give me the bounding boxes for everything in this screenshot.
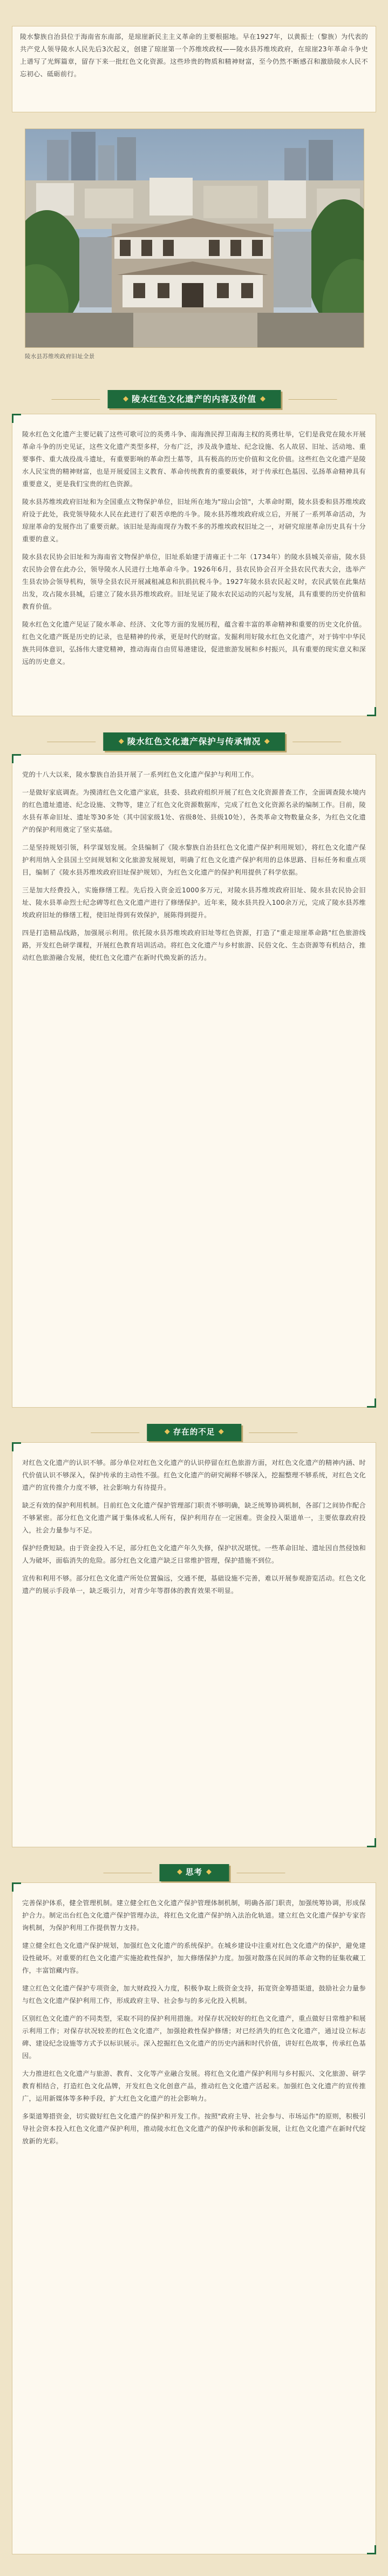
section-4-paragraph: 多渠道筹措资金，切实做好红色文化遗产的保护和开发工作。按照"政府主导、社会参与、市场运作"的原则，积极引导社会资本投入红色文化遗产保护利用，推动陵水红色文化遗产的保护传承和创新发展，让红色文化遗产在新时代绽放新的光彩。 [22,2113,366,2145]
corner-ornament [367,1398,376,1408]
section-4-title: 思考 [186,1868,202,1877]
section-1-paragraph: 陵水红色文化遗产见证了陵水革命、经济、文化等方面的发展历程，蕴含着丰富的革命精神和重要的历史文化价值。红色文化遗产既是历史的记录，也是精神的传承，更是时代的财富。发掘利用好陵水红色文化遗产，对于铸牢中华民族共同体意识，弘扬伟大建党精神，推动海南自由贸易港建设，促进旅游发展和乡村振兴，具有重要的现实意义和深远的历史意义。 [22,621,366,665]
corner-ornament [367,707,376,716]
section-1-body [12,414,376,716]
intro-block [12,26,376,112]
section-3-paragraph: 缺乏有效的保护利用机制。目前红色文化遗产保护管理部门职责不够明确，缺乏统筹协调机制，各部门之间协作配合不够紧密。部分红色文化遗产属于集体或私人所有，保护利用存在一定困难。资金投入渠道单一，主要依靠政府投入，社会力量参与不足。 [22,1502,366,1534]
section-4-paragraph: 建立红色文化遗产保护专项资金，加大财政投入力度，积极争取上级资金支持，拓宽资金筹措渠道，鼓励社会力量参与红色文化遗产保护利用工作，形成政府主导、社会参与的多元化投入机制。 [22,1985,366,2005]
section-4-paragraph: 建立健全红色文化遗产保护规划，加强红色文化遗产的系统保护。在城乡建设中注重对红色文化遗产的保护，避免建设性破坏。对重要的红色文化遗产实施抢救性保护，加大修缮保护力度。加强对散落在民间的革命文物的征集收藏工作，丰富馆藏内容。 [22,1942,366,1974]
section-2-heading [103,732,285,751]
diamond-icon [118,739,124,744]
photo-caption: 陵水县苏维埃政府旧址全景 [25,353,95,360]
corner-ornament [367,1838,376,1847]
diamond-icon [164,1429,169,1435]
section-4-paragraph: 完善保护体系，健全管理机制。建立健全红色文化遗产保护管理体制机制，明确各部门职责，加强统筹协调，形成保护合力。制定出台红色文化遗产保护管理办法，将红色文化遗产保护纳入法治化轨道。建立红色文化遗产保护专家咨询机制，为保护利用工作提供智力支持。 [22,1899,366,1932]
intro-paragraph: 陵水黎族自治县位于海南省东南部，是琼崖新民主主义革命的主要根据地。早在1927年，以黄振士（黎族）为代表的共产党人领导陵水人民先后3次起义，创建了琼崖第一个苏维埃政权——陵水县苏维埃政府，在琼崖23年革命斗争史上谱写了光辉篇章，留存下来一批红色文化资源。这些珍贵的物质和精神财富，至今仍然不断感召和激励陵水人民不忘初心、砥砺前行。 [20,33,368,78]
diamond-icon [123,396,128,402]
section-3-title: 存在的不足 [173,1428,215,1437]
section-2-title: 陵水红色文化遗产保护与传承情况 [127,737,261,746]
section-3-body [12,1442,376,1847]
section-3-paragraph: 保护经费短缺。由于资金投入不足，部分红色文化遗产年久失修，保护状况堪忧。一些革命旧址、遗址因自然侵蚀和人为破坏，面临消失的危险。部分红色文化遗产缺乏日常维护管理，保护措施不到位。 [22,1544,366,1564]
section-1-title: 陵水红色文化遗产的内容及价值 [131,394,257,404]
town-aerial-illustration [25,129,364,347]
corner-ornament [12,1882,21,1892]
diamond-icon [260,396,266,402]
section-2-body [12,754,376,1408]
corner-ornament [12,754,21,763]
diamond-icon [206,1869,212,1875]
section-4-paragraph: 区别红色文化遗产的不同类型，采取不同的保护利用措施。对保存状况较好的红色文化遗产，重点做好日常维护和展示利用工作；对保存状况较差的红色文化遗产，加强抢救性保护修缮；对已经消失的红色文化遗产，通过设立标志碑、建设纪念设施等方式予以标识展示。深入挖掘红色文化遗产的历史内涵和时代价值，讲好红色故事，传承红色基因。 [22,2015,366,2060]
diamond-icon [264,739,270,744]
heritage-site-photo [25,129,364,348]
section-1-paragraph: 陵水县农民协会旧址和为海南省文物保护单位，旧址系始建于清雍正十二年（1734年）的陵水县城关帝庙，陵水县农民协会曾在此办公，领导陵水人民进行土地革命斗争。1926年6月，县农民协会召开全县农民代表大会，选举产生县农协会领导机构，领导全县农民开展减租减息和抗捐抗税斗争。1927年陵水县农民起义时，农民武装在此集结出发，攻占陵水县城，后建立了陵水县苏维埃政府。旧址见证了陵水农民运动的兴起与发展，具有重要的历史价值和教育价值。 [22,553,366,610]
corner-ornament [12,414,21,423]
diamond-icon [177,1869,182,1875]
section-2-paragraph: 一是做好家底调查。为摸清红色文化遗产家底，县委、县政府组织开展了红色文化资源普查工作，全面调查陵水境内的红色遗址遗迹、纪念设施、文物等，建立了红色文化资源数据库，完成了红色文化资源名录的编制工作。目前，陵水县有革命旧址、遗址等30多处（其中国家级1处、省级8处、县级10处），各类革命文物数量众多，为红色文化遗产的保护利用奠定了坚实基础。 [22,789,366,833]
section-2-paragraph: 党的十八大以来，陵水黎族自治县开展了一系列红色文化遗产保护与利用工作。 [22,771,258,778]
section-2-paragraph: 三是加大经费投入，实施修缮工程。先后投入资金近1000多万元，对陵水县苏维埃政府旧址、陵水县农民协会旧址、陵水县革命烈士纪念碑等红色文化遗产进行了修缮保护。近年来，陵水县共投入100余万元，完成了陵水县苏维埃政府旧址的修缮工程，使旧址得到有效保护，展陈得到提升。 [22,886,366,919]
section-1-paragraph: 陵水县苏维埃政府旧址和为全国重点文物保护单位，旧址所在地为"琼山会馆"，大革命时期，陵水县委和县苏维埃政府设于此处，我党领导陵水人民在此进行了艰苦卓绝的斗争。陵水县苏维埃政府成立后，开展了一系列革命活动，为琼崖革命的发展作出了重要贡献。该旧址是海南现存为数不多的苏维埃政权旧址之一，对研究琼崖革命历史具有十分重要的意义。 [22,498,366,543]
section-3-paragraph: 对红色文化遗产的认识不够。部分单位对红色文化遗产的认识停留在红色旅游方面，对红色文化遗产的精神内涵、时代价值认识不够深入，保护传承的主动性不强。红色文化遗产的研究阐释不够深入，挖掘整理不够系统，对红色文化遗产的宣传推介力度不够，社会影响力有待提升。 [22,1459,366,1491]
section-3-heading [147,1424,242,1441]
section-2-paragraph: 二是坚持规划引领，科学谋划发展。全县编制了《陵水黎族自治县红色文化遗产保护利用规划》，将红色文化遗产保护利用纳入全县国土空间规划和文化旅游发展规划，明确了红色文化遗产保护利用的总体思路、目标任务和重点项目，编制了《陵水县苏维埃政府旧址保护规划》，为红色文化遗产的保护利用提供了科学依据。 [22,844,366,876]
section-4-paragraph: 大力推进红色文化遗产与旅游、教育、文化等产业融合发展。将红色文化遗产保护利用与乡村振兴、文化旅游、研学教育相结合，打造红色文化品牌，开发红色文化创意产品，推动红色文化遗产活起来。加强红色文化遗产的宣传推广，运用新媒体等多种手段，扩大红色文化遗产的社会影响力。 [22,2070,366,2102]
section-1-heading [107,390,281,408]
corner-ornament [12,1442,21,1451]
section-2-paragraph: 四是打造精品线路，加强展示利用。依托陵水县苏维埃政府旧址等红色资源，打造了"重走琼崖革命路"红色旅游线路，开发红色研学课程，开展红色教育培训活动。将红色文化遗产与乡村旅游、民俗文化、生态资源等有机结合，推动红色旅游融合发展，使红色文化遗产在新时代焕发新的活力。 [22,929,366,961]
section-4-heading [159,1864,229,1881]
corner-ornament [367,2545,376,2554]
section-3-paragraph: 宣传和利用不够。部分红色文化遗产所处位置偏远，交通不便，基础设施不完善，难以开展参观游览活动。红色文化遗产的展示手段单一，缺乏吸引力，对青少年等群体的教育效果不明显。 [22,1575,366,1595]
diamond-icon [219,1429,224,1435]
section-4-body [12,1882,376,2554]
section-1-paragraph: 陵水红色文化遗产主要记载了这些可歌可泣的英勇斗争、南海渔民捍卫南海主权的英勇壮举，它们是我党在陵水开展革命斗争的历史见证，这些文化遗产类型多样，分布广泛，涉及战争遗址、纪念设施、名人故居、旧址、活动地、重要事件、重大战役战斗遗址，有重要影响的革命烈士墓等，具有极高的历史价值和文化价值。这些红色文化遗产是陵水人民宝贵的精神财富，也是开展爱国主义教育、革命传统教育的重要载体，对于传承红色基因、弘扬革命精神具有重要意义，更是我们宝贵的红色资源。 [22,431,366,488]
